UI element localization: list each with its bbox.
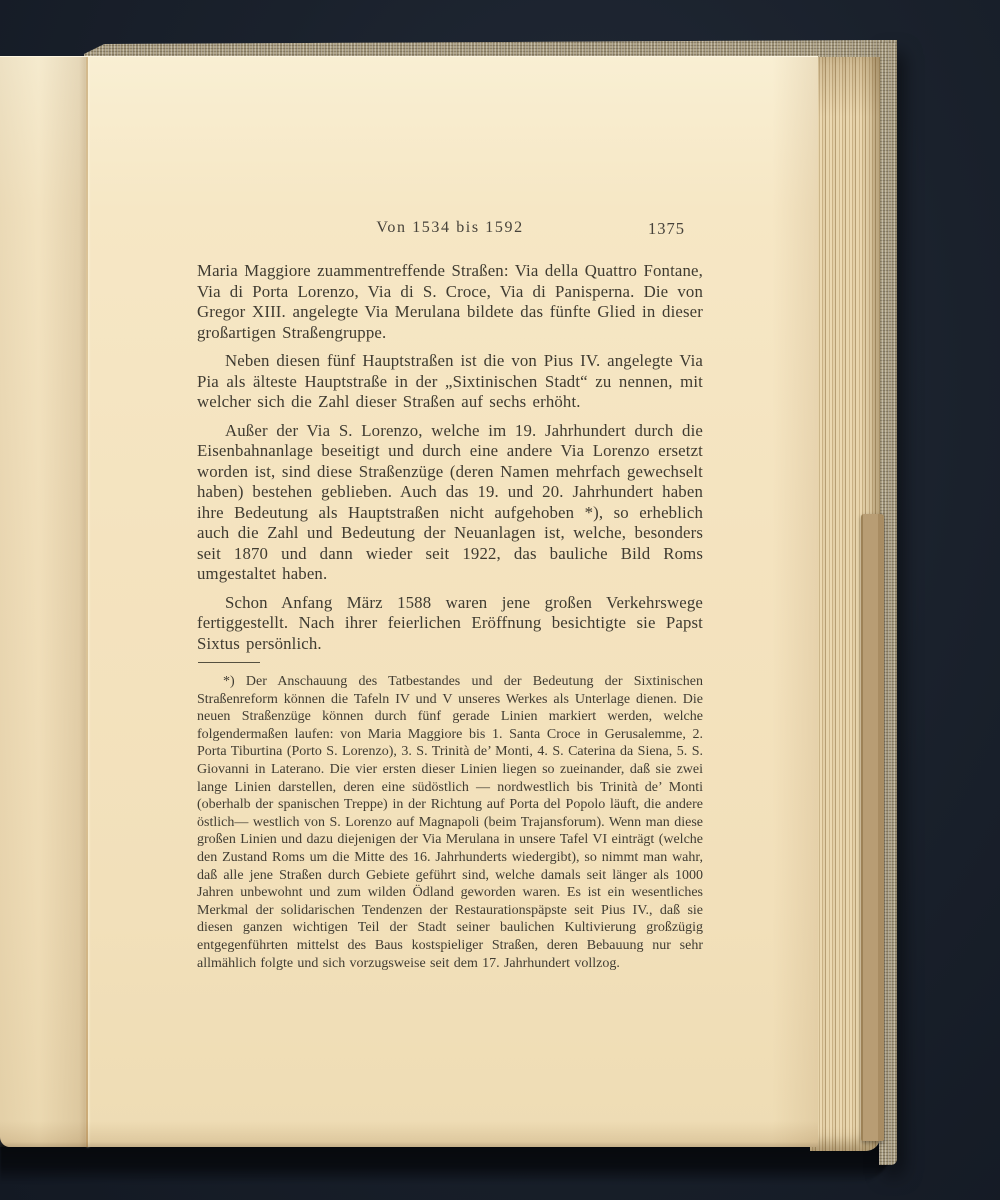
footnote-text: *) Der Anschauung des Tatbestandes und der Bedeutung der Sixtinischen Straßenreform können die Tafeln IV und V unseres Werkes als Unterlage dienen. Die neuen Straßenzüge können durch fünf gerade Linien markiert werden, welche folgendermaßen laufen: von Maria Maggiore bis 1. Santa Croce in Gerusalemme, 2. Porta Tiburtina (Porto S. Lorenzo), 3. S. Trinità de’ Monti, 4. S. Caterina da Siena, 5. S. Giovanni in Laterano. Die vier ersten dieser Linien liegen so zueinander, daß sie zwei lange Linien darstellen, deren eine südöstlich — nordwestlich bis Trinità de’ Monti (oberhalb der spanischen Treppe) in der Richtung auf Porta del Popolo läuft, die andere östlich— westlich von S. Lorenzo auf Magnapoli (beim Trajansforum). Wenn man diese großen Linien und dazu diejenigen der Via Merulana in unsere Tafel VI einträgt (welche den Zustand Roms um die Mitte des 16. Jahrhunderts wiedergibt), so nimmt man wahr, daß alle jene Straßen durch Gebiete geführt sind, welche damals seit länger als 1000 Jahren unbewohnt und zum wilden Ödland geworden waren. Es ist ein wesentliches Merkmal der solidarischen Tendenzen der Restaurationspäpste seit Pius IV., daß sie diesen ganzen wichtigen Teil der Stadt seiner baulichen Kultivierung großzügig entgegenführten mittelst des Baus kostspieliger Straßen, deren Bebauung nur sehr allmählich folgte und sich vorzugsweise seit dem 17. Jahrhundert vollzog. xyxy=(197,674,703,971)
gutter-shade xyxy=(0,57,86,1147)
paragraph-2: Neben diesen fünf Hauptstraßen ist die von Pius IV. angelegte Via Pia als älteste Hauptstraße in der „Sixtinischen Stadt“ zu nennen, mit welcher sich die Zahl dieser Straßen auf sechs erhöht. xyxy=(197,351,703,411)
paragraph-3: Außer der Via S. Lorenzo, welche im 19. Jahrhundert durch die Eisenbahnanlage beseitigt und durch eine andere Via Lorenzo ersetzt worden ist, sind diese Straßenzüge (deren Namen mehrfach gewechselt haben) bestehen geblieben. Auch das 19. und 20. Jahrhundert haben ihre Bedeutung als Hauptstraßen nicht aufgehoben *), so erheblich auch die Zahl und Bedeutung der Neuanlagen ist, welche, besonders seit 1870 und dann wieder seit 1922, das bauliche Bild Roms umgestaltet haben. xyxy=(197,420,703,583)
page-surface xyxy=(0,56,818,1147)
book-shadow xyxy=(0,1145,893,1183)
running-header-title: Von 1534 bis 1592 xyxy=(376,219,524,236)
paragraph-1: Maria Maggiore zuammentreffende Straßen: Via della Quattro Fontane, Via di Porta Lorenzo, Via di S. Croce, Via di Panisperna. Die von Gregor XIII. angelegte Via Merulana bildete das fünfte Glied in dieser großartigen Straßengruppe. xyxy=(197,261,703,342)
footnote-separator-rule xyxy=(198,662,260,663)
page-number: 1375 xyxy=(648,219,685,238)
page-text-block xyxy=(197,219,703,972)
bookmark-strip xyxy=(861,514,884,1141)
gutter-fold-line xyxy=(86,57,88,1147)
paragraph-4: Schon Anfang März 1588 waren jene großen Verkehrswege fertiggestellt. Nach ihrer feierlichen Eröffnung besichtigte sie Papst Sixtus persönlich. xyxy=(197,592,703,653)
running-header xyxy=(197,219,703,239)
